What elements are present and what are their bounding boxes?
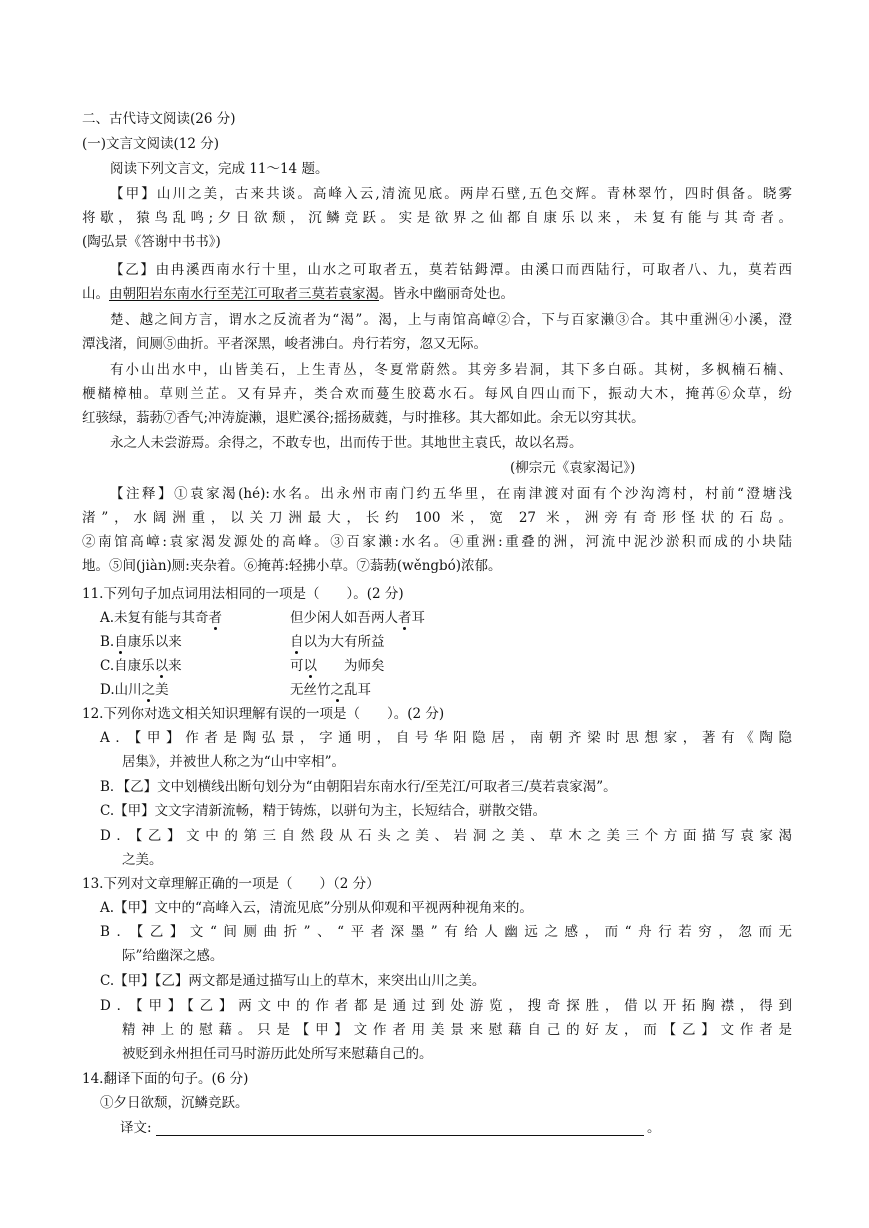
q12-option-b: B．【乙】文中划横线出断句划分为“由朝阳岩东南水行/至芜江/可取者三/莫若袁家渴”。 [100, 779, 617, 795]
q11-option-left: C.自康乐以来 [100, 658, 182, 674]
passage-jia-source: (陶弘景《答谢中书书》) [82, 234, 221, 250]
passage-jia-line: 【甲】山川之美，古来共谈。高峰入云,清流见底。两岸石壁,五色交辉。青林翠竹，四时俱备。晓雾 [110, 186, 792, 202]
subsection-title: (一)文言文阅读(12 分) [82, 136, 220, 152]
q13-option-a: A.【甲】文中的“高峰入云，清流见底”分别从仰观和平视两种视角来的。 [100, 900, 533, 916]
question-14-stem: 14.翻译下面的句子。(6 分) [82, 1071, 249, 1087]
dotted-word: 以 [154, 658, 169, 674]
passage-yi-line: 红骇绿，蓊葧⑦香气;冲涛旋濑，退贮溪谷;摇扬葳蕤，与时推移。其大都如此。余无以穷其状。 [82, 410, 645, 426]
passage-yi-line: 潭浅渚，间厕⑤曲折。平者深黑，峻者沸白。舟行若穷，忽又无际。 [82, 336, 487, 352]
passage-jia-line: 将歇，猿鸟乱鸣;夕日欲颓，沉鳞竞跃。实是欲界之仙都自康乐以来，未复有能与其奇者。 [82, 210, 792, 226]
notes-line: 地。⑤间(jiàn)厕:夹杂着。⑥掩苒:轻拂小草。⑦蓊葧(wěngbó)浓郁。 [82, 558, 502, 574]
q13-option-d-cont: 精神上的慰藉。只是【甲】文作者用美景来慰藉自己的好友，而【乙】文作者是 [122, 1022, 792, 1038]
passage-yi-line [82, 284, 514, 304]
q11-option-left: A.未复有能与其奇者 [100, 610, 223, 626]
question-13-stem: 13.下列对文章理解正确的一项是（ ）（2 分） [82, 876, 380, 892]
q11-option-left: B.自康乐以来 [100, 634, 182, 650]
q12-option-d: D．【乙】文中的第三自然段从石头之美、岩洞之美、草木之美三个方面描写袁家渴 [100, 828, 792, 844]
instruction: 阅读下列文言文，完成 11～14 题。 [110, 161, 329, 177]
notes-line: ②南馆高嶂:袁家渴发源处的高峰。③百家濑:水名。④重洲:重叠的洲，河流中泥沙淤积而成的小块陆 [82, 534, 792, 550]
answer-blank-line[interactable] [156, 1135, 644, 1136]
passage-yi-line: 楩槠樟柚。草则兰芷。又有异卉，类合欢而蔓生胶葛水石。每风自四山而下，振动大木，掩苒⑥众草，纷 [82, 386, 792, 402]
q11-option-right: 无丝竹之乱耳 [290, 682, 371, 698]
dotted-word: 者 [208, 610, 223, 626]
q13-option-b: B．【乙】文“间厕曲折”、“平者深墨”有给人幽远之感，而“舟行若穷，忽而无 [100, 924, 792, 940]
q12-option-a: A．【甲】作者是陶弘景，字通明，自号华阳隐居，南朝齐梁时思想家，著有《陶隐 [100, 730, 792, 746]
q13-option-b-cont: 际”给幽深之感。 [122, 948, 224, 964]
passage-yi-line: 楚、越之间方言，谓水之反流者为“渴”。渴，上与南馆高嶂②合，下与百家濑③合。其中重洲④小溪，澄 [110, 312, 792, 328]
notes-line: 【注释】①袁家渴(hé):水名。出永州市南门约五华里，在南津渡对面有个沙沟湾村，村前“澄塘浅 [110, 486, 792, 502]
question-12-stem: 12.下列你对选文相关知识理解有误的一项是（ ）。(2 分) [82, 706, 445, 722]
answer-label: 译文: [120, 1120, 152, 1136]
q12-option-a-cont: 居集》，并被世人称之为“山中宰相”。 [122, 754, 346, 770]
dotted-word: 者 [398, 610, 412, 626]
passage-yi-line: 【乙】由冉溪西南水行十里，山水之可取者五，莫若钴鉧潭。由溪口而西陆行，可取者八、九，莫若西 [110, 262, 792, 278]
q12-option-c: C.【甲】文文字清新流畅，精于铸炼，以骈句为主，长短结合，骈散交错。 [100, 803, 547, 819]
dotted-word: 以 [303, 658, 317, 674]
q12-option-d-cont: 之美。 [122, 852, 163, 868]
q11-option-left: D.山川之美 [100, 682, 169, 698]
passage-yi-line: 有小山出水中，山皆美石，上生青丛，冬夏常蔚然。其旁多岩洞，其下多白砾。其树，多枫楠石楠、 [110, 362, 792, 378]
q14-item-1: ①夕日欲颓，沉鳞竞跃。 [100, 1095, 249, 1111]
answer-end-mark: 。 [647, 1120, 661, 1136]
passage-text: 。皆永中幽丽奇处也。 [379, 286, 514, 302]
q13-option-d-cont: 被贬到永州担任司马时游历此处所写来慰藉自己的。 [122, 1046, 433, 1062]
dotted-word: 之 [330, 682, 344, 698]
question-11-stem: 11.下列句子加点词用法相同的一项是（ ）。(2 分) [82, 586, 404, 602]
q11-option-right: 自以为大有所益 [290, 634, 385, 650]
q11-option-right: 可以 为师矣 [290, 658, 385, 674]
q11-option-right: 但少闲人如吾两人者耳 [290, 610, 425, 626]
q13-option-d: D．【甲】【乙】两文中的作者都是通过到处游览，搜奇探胜，借以开拓胸襟，得到 [100, 998, 792, 1014]
passage-yi-source: (柳宗元《袁家渴记》) [510, 460, 636, 476]
dotted-word: 自 [290, 634, 304, 650]
notes-line: 渚”，水阔洲重，以关刀洲最大，长约 100 米，宽 27 米，洲旁有奇形怪状的石岛。 [82, 510, 792, 526]
passage-yi-line: 永之人未尝游焉。余得之，不敢专也，出而传于世。其地世主袁氏，故以名焉。 [110, 435, 583, 451]
passage-text: 山。 [82, 286, 109, 302]
section-title: 二、古代诗文阅读(26 分) [82, 111, 236, 127]
dotted-word: 自 [114, 634, 128, 650]
underlined-sentence: 由朝阳岩东南水行至芜江可取者三莫若袁家渴 [109, 286, 379, 302]
q13-option-c: C.【甲】【乙】两文都是通过描写山上的草木，来突出山川之美。 [100, 973, 486, 989]
dotted-word: 之 [141, 682, 156, 698]
